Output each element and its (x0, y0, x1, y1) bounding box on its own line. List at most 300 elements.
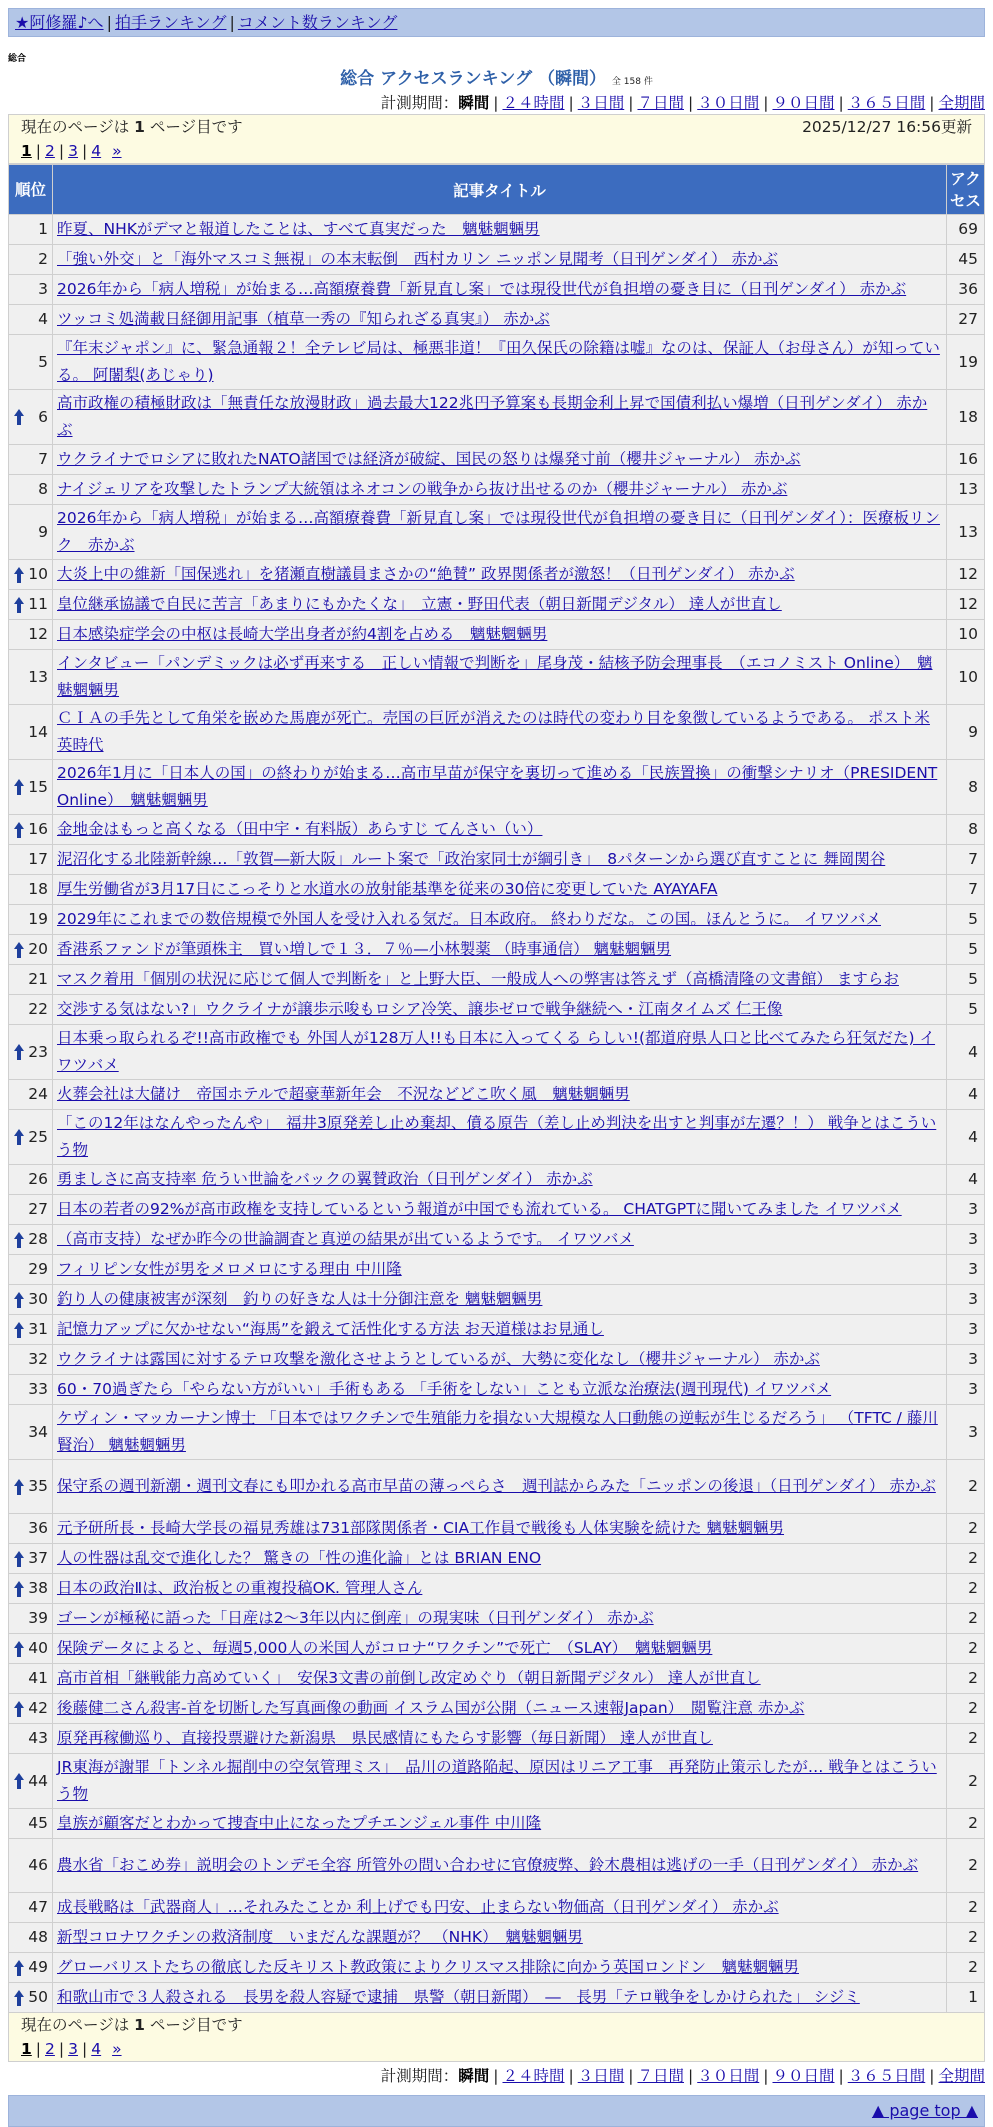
table-row (9, 1345, 985, 1375)
rank-number: 14 (28, 722, 48, 741)
access-count: 1 (947, 1983, 985, 2013)
rank-cell (9, 215, 53, 245)
rank-cell (9, 1953, 53, 1983)
article-link[interactable]: 保守系の週刊新潮・週刊文春にも叩かれる高市早苗の薄っぺらさ 週刊誌からみた「ニッポンの後退」（日刊ゲンダイ） 赤かぶ (57, 1477, 936, 1495)
article-link[interactable]: 「この12年はなんやったんや」 福井3原発差し止め棄却、僨る原告（差し止め判決を出すと判事が左遷？！） 戦争とはこういう物 (57, 1114, 937, 1159)
article-link[interactable]: （高市支持）なぜか昨今の世論調査と真逆の結果が出ているようです。 イワツバメ (57, 1230, 634, 1248)
rank-cell (9, 1514, 53, 1544)
rank-number: 46 (28, 1856, 48, 1874)
period-separator: | (929, 94, 935, 112)
rank-up-arrow-icon (13, 566, 25, 584)
access-count: 2 (947, 1724, 985, 1754)
table-row (9, 335, 985, 390)
rank-number: 45 (28, 1814, 48, 1832)
article-link[interactable]: インタビュー「パンデミックは必ず再来する 正しい情報で判断を」尾身茂・結核予防会理事長 （エコノミスト Online） 魑魅魍魎男 (57, 654, 933, 699)
access-count: 3 (947, 1315, 985, 1345)
page-link-4[interactable]: 4 (91, 142, 102, 160)
period-separator: | (628, 2067, 634, 2085)
table-row (9, 760, 985, 815)
rank-number: 12 (28, 625, 48, 643)
article-link[interactable]: 記憶力アップに欠かせない“海馬”を鍛えて活性化する方法 お天道様はお見通し (57, 1320, 604, 1338)
ranking-title: 総合 アクセスランキング （瞬間） (340, 69, 606, 89)
period-separator: | (568, 2067, 574, 2085)
title-cell (53, 1544, 947, 1574)
table-row (9, 1923, 985, 1953)
article-link[interactable]: グローバリストたちの徹底した反キリスト教政策によりクリスマス排除に向かう英国ロンドン 魑魅魍魎男 (57, 1958, 799, 1976)
rank-up-arrow-icon (13, 1772, 25, 1790)
title-cell (53, 1110, 947, 1165)
page-links (21, 2037, 972, 2061)
access-count: 2 (947, 1839, 985, 1893)
title-cell (53, 560, 947, 590)
title-cell (53, 620, 947, 650)
period-label: 計測期間： (380, 94, 459, 112)
article-link[interactable]: ＣＩＡの手先として角栄を嵌めた馬鹿が死亡。売国の巨匠が消えたのは時代の変わり目を象徴しているようである。 ポスト米英時代 (57, 709, 930, 754)
table-row (9, 1514, 985, 1544)
article-link[interactable]: 高市政権の積極財政は「無責任な放漫財政」過去最大122兆円予算案も長期金利上昇で国債利払い爆増（日刊ゲンダイ） 赤かぶ (57, 394, 928, 439)
title-cell (53, 935, 947, 965)
period-separator: | (628, 94, 634, 112)
article-link[interactable]: ウクライナでロシアに敗れたNATO諸国では経済が破綻、国民の怒りは爆発寸前（櫻井ジャーナル） 赤かぶ (57, 450, 801, 468)
table-row (9, 995, 985, 1025)
title-cell (53, 1574, 947, 1604)
rank-up-arrow-icon (13, 941, 25, 959)
article-link[interactable]: 60・70過ぎたら「やらない方がいい」手術もある 「手術をしない」ことも立派な治療法(週刊現代) イワツバメ (57, 1380, 832, 1398)
table-row (9, 245, 985, 275)
rank-cell (9, 1983, 53, 2013)
table-row (9, 1285, 985, 1315)
access-count: 12 (947, 560, 985, 590)
rank-up-arrow-icon (13, 1478, 25, 1496)
period-separator: | (763, 2067, 769, 2085)
column-header-title: 記事タイトル (53, 165, 947, 215)
period-option-3[interactable]: ７日間 (637, 94, 684, 112)
access-count: 8 (947, 760, 985, 815)
table-row (9, 1893, 985, 1923)
period-selector-top (8, 92, 985, 114)
ranking-table (8, 164, 985, 2013)
title-cell (53, 1315, 947, 1345)
title-cell (53, 505, 947, 560)
title-cell (53, 1460, 947, 1514)
rank-number: 19 (28, 910, 48, 928)
article-link[interactable]: 後藤健二さん殺害-首を切断した写真画像の動画 イスラム国が公開（ニュース速報Japan） 閲覧注意 赤かぶ (57, 1699, 805, 1717)
rank-cell (9, 705, 53, 760)
page-link-3[interactable]: 3 (68, 2040, 79, 2058)
rank-cell (9, 1574, 53, 1604)
rank-number: 16 (28, 820, 48, 838)
access-count: 69 (947, 215, 985, 245)
article-link[interactable]: 金地金はもっと高くなる（田中宇・有料版）あらすじ てんさい（い） (57, 820, 543, 838)
rank-cell (9, 1080, 53, 1110)
rank-up-arrow-icon (13, 1128, 25, 1146)
page-top-link[interactable]: ▲ page top ▲ (871, 2101, 978, 2120)
title-cell (53, 1839, 947, 1893)
period-separator: | (838, 2067, 844, 2085)
rank-number: 26 (28, 1170, 48, 1188)
rank-number: 13 (28, 667, 48, 686)
title-cell (53, 965, 947, 995)
rank-number: 41 (28, 1669, 48, 1687)
rank-cell (9, 815, 53, 845)
period-option-4[interactable]: ３０日間 (697, 2067, 760, 2085)
article-link[interactable]: 皇族が顧客だとわかって捜査中止になったプチエンジェル事件 中川隆 (57, 1814, 542, 1832)
rank-cell (9, 1664, 53, 1694)
rank-number: 36 (28, 1519, 48, 1537)
top-navigation (8, 8, 985, 37)
title-cell (53, 1809, 947, 1839)
article-link[interactable]: 成長戦略は「武器商人」…それみたことか 利上げでも円安、止まらない物価高（日刊ゲンダイ） 赤かぶ (57, 1898, 779, 1916)
article-link[interactable]: 2026年から「病人増税」が始まる…高額療養費「新見直し案」では現役世代が負担増の憂き目に（日刊ゲンダイ） 赤かぶ (57, 280, 907, 298)
rank-number: 33 (28, 1380, 48, 1398)
article-link[interactable]: 釣り人の健康被害が深刻 釣りの好きな人は十分御注意を 魑魅魍魎男 (57, 1290, 543, 1308)
access-count: 5 (947, 935, 985, 965)
period-separator: | (568, 94, 574, 112)
article-link[interactable]: 火葬会社は大儲け 帝国ホテルで超豪華新年会 不況などどこ吹く風 魑魅魍魎男 (57, 1085, 630, 1103)
title-cell (53, 1025, 947, 1080)
table-row (9, 1724, 985, 1754)
access-count: 4 (947, 1165, 985, 1195)
title-cell (53, 1634, 947, 1664)
table-row (9, 215, 985, 245)
table-row (9, 590, 985, 620)
rank-number: 44 (28, 1771, 48, 1790)
category-label: 総合 (8, 54, 27, 64)
title-cell (53, 1724, 947, 1754)
rank-cell (9, 1634, 53, 1664)
table-row (9, 275, 985, 305)
rank-cell (9, 620, 53, 650)
access-count: 3 (947, 1225, 985, 1255)
period-option-4[interactable]: ３０日間 (697, 94, 760, 112)
article-link[interactable]: 2026年から「病人増税」が始まる…高額療養費「新見直し案」では現役世代が負担増の憂き目に（日刊ゲンダイ）：医療板リンク 赤かぶ (57, 509, 940, 554)
current-page-prefix: 現在のページは (21, 118, 130, 136)
rank-number: 8 (38, 480, 48, 498)
article-link[interactable]: ウクライナは露国に対するテロ攻撃を激化させようとしているが、大勢に変化なし（櫻井ジャーナル） 赤かぶ (57, 1350, 820, 1368)
article-link[interactable]: 交渉する気はない?」ウクライナが譲歩示唆もロシア冷笑、譲歩ゼロで戦争継続へ・江南タイムズ 仁王像 (57, 1000, 783, 1018)
table-row (9, 705, 985, 760)
title-cell (53, 995, 947, 1025)
comment-ranking-link[interactable]: コメント数ランキング (237, 13, 398, 32)
page-link-1: 1 (21, 2040, 32, 2058)
article-link[interactable]: 高市首相「継戦能力高めていく」 安保3文書の前倒し改定めぐり（朝日新聞デジタル） 達人が世直し (57, 1669, 761, 1687)
article-link[interactable]: ツッコミ処満載日経御用記事（植草一秀の『知られざる真実』） 赤かぶ (57, 310, 550, 328)
period-option-0: 瞬間 (458, 2067, 490, 2085)
period-option-2[interactable]: ３日間 (577, 2067, 625, 2085)
period-separator: | (763, 94, 769, 112)
title-cell (53, 1664, 947, 1694)
access-count: 3 (947, 1405, 985, 1460)
table-row (9, 1634, 985, 1664)
article-link[interactable]: マスク着用「個別の状況に応じて個人で判断を」と上野大臣、一般成人への弊害は答えず（高橋清隆の文書館） ますらお (57, 970, 899, 988)
table-row (9, 1544, 985, 1574)
rank-cell (9, 650, 53, 705)
rank-cell (9, 475, 53, 505)
home-link[interactable]: ★阿修羅♪へ (15, 13, 104, 32)
article-link[interactable]: 人の性器は乱交で進化した？ 驚きの「性の進化論」とは BRIAN ENO (57, 1549, 542, 1567)
rank-up-arrow-icon (13, 1959, 25, 1977)
next-page-link[interactable]: » (112, 142, 122, 160)
period-option-1[interactable]: ２４時間 (502, 94, 565, 112)
bottom-bar (8, 2095, 985, 2127)
rank-cell (9, 1923, 53, 1953)
article-link[interactable]: 保険データによると、毎週5,000人の米国人がコロナ“ワクチン”で死亡 （SLAY） 魑魅魍魎男 (57, 1639, 713, 1657)
title-cell (53, 215, 947, 245)
rank-cell (9, 1345, 53, 1375)
article-link[interactable]: 日本感染症学会の中枢は長崎大学出身者が約4割を占める 魑魅魍魎男 (57, 625, 548, 643)
period-separator: | (838, 94, 844, 112)
rank-cell (9, 445, 53, 475)
table-row (9, 1574, 985, 1604)
access-count: 2 (947, 1514, 985, 1544)
title-cell (53, 1345, 947, 1375)
article-link[interactable]: 農水省「おこめ券」説明会のトンデモ全容 所管外の問い合わせに官僚疲弊、鈴木農相は逃げの一手（日刊ゲンダイ） 赤かぶ (57, 1856, 919, 1874)
article-link[interactable]: 新型コロナワクチンの救済制度 いまだんな課題が？ （NHK） 魑魅魍魎男 (57, 1928, 583, 1946)
table-row (9, 815, 985, 845)
table-row (9, 965, 985, 995)
article-link[interactable]: 2026年1月に「日本人の国」の終わりが始まる…高市早苗が保守を裏切って進める「民族置換」の衝撃シナリオ（PRESIDENT Online） 魑魅魍魎男 (57, 764, 938, 809)
rank-cell (9, 335, 53, 390)
access-count: 3 (947, 1375, 985, 1405)
title-cell (53, 1375, 947, 1405)
article-link[interactable]: 厚生労働省が3月17日にこっそりと水道水の放射能基準を従来の30倍に変更していた AYAYAFA (57, 880, 718, 898)
article-link[interactable]: ケヴィン・マッカーナン博士 「日本ではワクチンで生殖能力を損ない大規模な人口動態の逆転が生じるだろう」 （TFTC / 藤川賢治） 魑魅魍魎男 (57, 1409, 938, 1454)
period-separator: | (493, 94, 499, 112)
rank-cell (9, 1315, 53, 1345)
access-count: 2 (947, 1809, 985, 1839)
rank-cell (9, 505, 53, 560)
title-cell (53, 1514, 947, 1544)
table-row (9, 1375, 985, 1405)
title-cell (53, 1195, 947, 1225)
article-link[interactable]: 和歌山市で３人殺される 長男を殺人容疑で逮捕 県警（朝日新聞） ― 長男「テロ戦争をしかけられた」 シジミ (57, 1988, 860, 2006)
period-separator: | (493, 2067, 499, 2085)
rank-number: 7 (38, 450, 48, 468)
table-row (9, 1080, 985, 1110)
period-option-7[interactable]: 全期間 (938, 2067, 985, 2085)
article-link[interactable]: ナイジェリアを攻撃したトランプ大統領はネオコンの戦争から抜け出せるのか（櫻井ジャーナル） 赤かぶ (57, 480, 788, 498)
access-count: 2 (947, 1544, 985, 1574)
access-count: 2 (947, 1754, 985, 1809)
rank-up-arrow-icon (13, 1640, 25, 1658)
table-row (9, 1694, 985, 1724)
access-count: 13 (947, 505, 985, 560)
rank-number: 3 (38, 280, 48, 298)
rank-up-arrow-icon (13, 1231, 25, 1249)
article-link[interactable]: 2029年にこれまでの数倍規模で外国人を受け入れる気だ。日本政府。 終わりだな。この国。ほんとうに。 イワツバメ (57, 910, 881, 928)
title-cell (53, 875, 947, 905)
rank-cell (9, 1025, 53, 1080)
rank-number: 4 (38, 310, 48, 328)
rank-cell (9, 905, 53, 935)
rank-cell (9, 275, 53, 305)
table-row (9, 620, 985, 650)
title-cell (53, 1953, 947, 1983)
rank-number: 30 (28, 1290, 48, 1308)
rank-up-arrow-icon (13, 1043, 25, 1061)
article-link[interactable]: 元予研所長・長崎大学長の福見秀雄は731部隊関係者・CIA工作員で戦後も人体実験を続けた 魑魅魍魎男 (57, 1519, 785, 1537)
rank-up-arrow-icon (13, 596, 25, 614)
table-row (9, 1315, 985, 1345)
table-row (9, 1460, 985, 1514)
page-separator: | (82, 142, 88, 160)
article-link[interactable]: 皇位継承協議で自民に苦言「あまりにもかたくな」 立憲・野田代表（朝日新聞デジタル） 達人が世直し (57, 595, 782, 613)
rank-number: 10 (28, 565, 48, 583)
rank-number: 49 (28, 1958, 48, 1976)
rank-number: 38 (28, 1579, 48, 1597)
article-count: 全 158 件 (611, 77, 653, 87)
title-cell (53, 475, 947, 505)
access-count: 13 (947, 475, 985, 505)
page-separator: | (35, 142, 42, 160)
title-cell (53, 815, 947, 845)
access-count: 2 (947, 1694, 985, 1724)
period-option-5[interactable]: ９０日間 (772, 2067, 835, 2085)
rank-cell (9, 590, 53, 620)
title-cell (53, 1923, 947, 1953)
rank-cell (9, 1544, 53, 1574)
article-link[interactable]: 『年末ジャポン』に、緊急通報２！全テレビ局は、極悪非道！『田久保氏の除籍は嘘』なのは、保証人（お母さん）が知っている。 阿闍梨(あじゃり) (57, 339, 940, 384)
rank-cell (9, 1694, 53, 1724)
page-link-4[interactable]: 4 (91, 2040, 102, 2058)
access-count: 27 (947, 305, 985, 335)
article-link[interactable]: 泥沼化する北陸新幹線…「敦賀―新大阪」ルート案で「政治家同士が綱引き」 8パターンから選び直すことに 舞岡関谷 (57, 850, 886, 868)
next-page-link[interactable]: » (112, 2040, 122, 2058)
page-title (0, 69, 993, 89)
access-count: 36 (947, 275, 985, 305)
pagination-bottom (8, 2013, 985, 2062)
title-cell (53, 1893, 947, 1923)
title-cell (53, 905, 947, 935)
updated-timestamp: 2025/12/27 16:56更新 (802, 118, 972, 136)
period-option-7[interactable]: 全期間 (938, 94, 985, 112)
period-separator: | (688, 94, 694, 112)
period-option-6[interactable]: ３６５日間 (847, 94, 926, 112)
access-count: 4 (947, 1080, 985, 1110)
page-separator: | (35, 2040, 42, 2058)
page-link-2[interactable]: 2 (45, 2040, 55, 2058)
rank-cell (9, 1255, 53, 1285)
article-link[interactable]: 日本乗っ取られるぞ!!高市政権でも 外国人が128万人!!も日本に入ってくる らしい!(都道府県人口と比べてみたら狂気だた) イワツバメ (57, 1029, 936, 1074)
rank-up-arrow-icon (13, 821, 25, 839)
rank-number: 11 (28, 595, 48, 613)
rank-number: 22 (28, 1000, 48, 1018)
access-count: 3 (947, 1285, 985, 1315)
page-link-2[interactable]: 2 (45, 142, 55, 160)
access-count: 7 (947, 845, 985, 875)
page-link-1: 1 (21, 142, 32, 160)
title-cell (53, 275, 947, 305)
article-link[interactable]: フィリピン女性が男をメロメロにする理由 中川隆 (57, 1260, 402, 1278)
access-count: 2 (947, 1953, 985, 1983)
rank-number: 37 (28, 1549, 48, 1567)
period-option-5[interactable]: ９０日間 (772, 94, 835, 112)
table-row (9, 1604, 985, 1634)
article-link[interactable]: 勇ましさに高支持率 危うい世論をバックの翼賛政治（日刊ゲンダイ） 赤かぶ (57, 1170, 593, 1188)
period-option-3[interactable]: ７日間 (637, 2067, 684, 2085)
title-cell (53, 1165, 947, 1195)
current-page-info (21, 2013, 243, 2037)
table-row (9, 1839, 985, 1893)
table-row (9, 905, 985, 935)
rank-cell (9, 1405, 53, 1460)
rank-cell (9, 390, 53, 445)
access-count: 16 (947, 445, 985, 475)
rank-number: 28 (28, 1230, 48, 1248)
period-option-1[interactable]: ２４時間 (502, 2067, 565, 2085)
access-count: 2 (947, 1664, 985, 1694)
article-link[interactable]: 香港系ファンドが筆頭株主 買い増しで１３．７％—小林製薬 （時事通信） 魑魅魍魎男 (57, 940, 672, 958)
rank-number: 9 (38, 522, 48, 541)
page-separator: | (82, 2040, 88, 2058)
access-count: 3 (947, 1345, 985, 1375)
table-row (9, 1255, 985, 1285)
rank-number: 35 (28, 1477, 48, 1495)
title-cell (53, 1694, 947, 1724)
rank-up-arrow-icon (13, 1291, 25, 1309)
rank-number: 29 (28, 1260, 48, 1278)
rank-number: 40 (28, 1639, 48, 1657)
current-page-suffix: ページ目です (149, 118, 243, 136)
nav-separator: | (106, 13, 112, 32)
period-option-2[interactable]: ３日間 (577, 94, 625, 112)
period-separator: | (929, 2067, 935, 2085)
current-page-prefix: 現在のページは (21, 2016, 130, 2034)
article-link[interactable]: 「強い外交」と「海外マスコミ無視」の本末転倒 西村カリン ニッポン見聞考（日刊ゲンダイ） 赤かぶ (57, 250, 778, 268)
rank-cell (9, 1460, 53, 1514)
clap-ranking-link[interactable]: 拍手ランキング (114, 13, 227, 32)
table-row (9, 1165, 985, 1195)
article-link[interactable]: 昨夏、NHKがデマと報道したことは、すべて真実だった 魑魅魍魎男 (57, 220, 540, 238)
title-cell (53, 305, 947, 335)
rank-cell (9, 1809, 53, 1839)
access-count: 4 (947, 1025, 985, 1080)
title-cell (53, 445, 947, 475)
period-option-0: 瞬間 (458, 94, 490, 112)
access-count: 9 (947, 705, 985, 760)
title-cell (53, 650, 947, 705)
period-option-6[interactable]: ３６５日間 (847, 2067, 926, 2085)
rank-cell (9, 845, 53, 875)
article-link[interactable]: 原発再稼働巡り、直接投票避けた新潟県 県民感情にもたらす影響（毎日新聞） 達人が世直し (57, 1729, 713, 1747)
access-count: 45 (947, 245, 985, 275)
rank-number: 1 (38, 220, 48, 238)
article-link[interactable]: JR東海が謝罪「トンネル掘削中の空気管理ミス」 品川の道路陥起、原因はリニア工事 再発防止策示したが… 戦争とはこういう物 (57, 1758, 937, 1803)
table-row (9, 505, 985, 560)
table-row (9, 1754, 985, 1809)
article-link[interactable]: 日本の政治Ⅱは、政治板との重複投稿OK. 管理人さん (57, 1579, 423, 1597)
rank-cell (9, 935, 53, 965)
title-cell (53, 1255, 947, 1285)
table-row (9, 1983, 985, 2013)
page-link-3[interactable]: 3 (68, 142, 79, 160)
rank-cell (9, 1604, 53, 1634)
article-link[interactable]: ゴーンが極秘に語った「日産は2～3年以内に倒産」の現実味（日刊ゲンダイ） 赤かぶ (57, 1609, 654, 1627)
article-link[interactable]: 大炎上中の維新「国保逃れ」を猪瀬直樹議員まさかの“絶賛” 政界関係者が激怒！（日刊ゲンダイ） 赤かぶ (57, 565, 795, 583)
article-link[interactable]: 日本の若者の92%が高市政権を支持しているという報道が中国でも流れている。 CHATGPTに聞いてみました イワツバメ (57, 1200, 902, 1218)
rank-cell (9, 560, 53, 590)
page-links (21, 139, 972, 163)
rank-cell (9, 1893, 53, 1923)
rank-up-arrow-icon (13, 1321, 25, 1339)
rank-cell (9, 1165, 53, 1195)
rank-number: 50 (28, 1988, 48, 2006)
access-count: 3 (947, 1255, 985, 1285)
current-page-number: 1 (134, 2016, 145, 2034)
table-row (9, 650, 985, 705)
column-header-access: アクセス (947, 165, 985, 215)
title-cell (53, 1405, 947, 1460)
